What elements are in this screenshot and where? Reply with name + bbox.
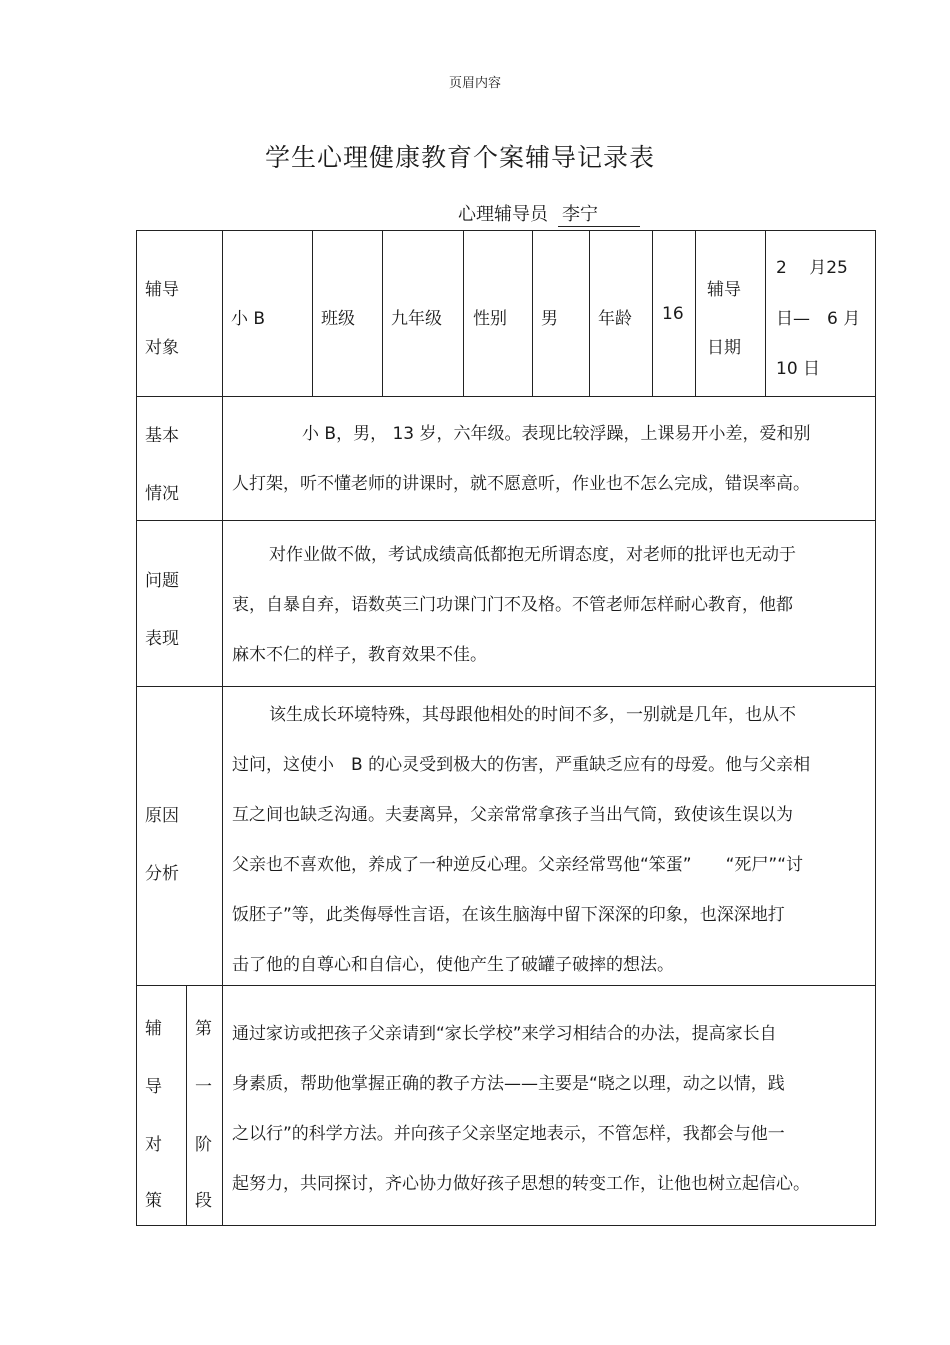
counselor-name: 李宁	[558, 200, 640, 227]
gender-value-cell	[533, 231, 590, 397]
target-label-1: 辅导	[145, 280, 179, 300]
stage-label-4: 段	[195, 1191, 212, 1211]
page-title: 学生心理健康教育个案辅导记录表	[264, 143, 655, 172]
cause-line-5: 饭胚子”等，此类侮辱性言语，在该生脑海中留下深深的印象，也深深地打	[232, 905, 785, 925]
basic-content-cell	[223, 397, 876, 521]
strategy-line-4: 起努力，共同探讨，齐心协力做好孩子思想的转变工作，让他也树立起信心。	[232, 1174, 810, 1194]
counselor-line	[458, 200, 640, 227]
strategy-label-3: 对	[145, 1135, 162, 1155]
age-label: 年龄	[598, 309, 632, 329]
target-label-cell	[137, 231, 223, 397]
stage-label-1: 第	[195, 1019, 212, 1039]
strategy-label-cell	[137, 986, 187, 1225]
age-value-cell	[653, 231, 696, 397]
strategy-label-2: 导	[145, 1077, 162, 1097]
age-value: 16	[662, 304, 684, 324]
problem-label-2: 表现	[145, 629, 179, 649]
gender-value: 男	[541, 309, 558, 329]
basic-line-2: 人打架，听不懂老师的讲课时，就不愿意听，作业也不怎么完成，错误率高。	[232, 474, 810, 494]
cause-line-6: 击了他的自尊心和自信心，使他产生了破罐子破摔的想法。	[232, 955, 674, 975]
cause-line-3: 互之间也缺乏沟通。夫妻离异，父亲常常拿孩子当出气筒，致使该生误以为	[232, 805, 793, 825]
date-label-1: 辅导	[707, 280, 741, 300]
date-label-2: 日期	[707, 338, 741, 358]
target-label-2: 对象	[145, 338, 179, 358]
problem-line-2: 衷，自暴自弃，语数英三门功课门门不及格。不管老师怎样耐心教育，他都	[232, 595, 793, 615]
age-label-cell	[590, 231, 653, 397]
class-value: 九年级	[391, 309, 442, 329]
stage-label-2: 一	[195, 1077, 212, 1097]
strategy-line-1: 通过家访或把孩子父亲请到“家长学校”来学习相结合的办法，提高家长自	[232, 1024, 777, 1044]
student-name: 小 B	[231, 309, 266, 329]
basic-line-1: 小 B，男， 13 岁，六年级。表现比较浮躁，上课易开小差，爱和别	[302, 424, 811, 444]
cause-label-cell	[137, 687, 223, 986]
strategy-label-4: 策	[145, 1191, 162, 1211]
basic-label-2: 情况	[145, 484, 179, 504]
date-value-2: 日— 6 月	[776, 309, 861, 329]
student-name-cell	[223, 231, 313, 397]
record-table	[136, 230, 876, 1226]
strategy-line-2: 身素质，帮助他掌握正确的教子方法——主要是“晓之以理，动之以情，践	[232, 1074, 785, 1094]
cause-line-1: 该生成长环境特殊，其母跟他相处的时间不多，一别就是几年，也从不	[269, 705, 796, 725]
date-value-cell	[766, 231, 876, 397]
strategy-line-3: 之以行”的科学方法。并向孩子父亲坚定地表示，不管怎样，我都会与他一	[232, 1124, 785, 1144]
gender-label-cell	[464, 231, 533, 397]
problem-label-cell	[137, 521, 223, 687]
problem-line-3: 麻木不仁的样子，教育效果不佳。	[232, 645, 487, 665]
cause-line-2: 过问，这使小 B 的心灵受到极大的伤害，严重缺乏应有的母爱。他与父亲相	[232, 755, 811, 775]
date-label-cell	[696, 231, 766, 397]
class-value-cell	[383, 231, 464, 397]
stage-label-3: 阶	[195, 1135, 212, 1155]
counselor-label: 心理辅导员	[458, 204, 548, 225]
cause-label-1: 原因	[145, 806, 179, 826]
cause-content-cell	[223, 687, 876, 986]
date-value-3: 10 日	[776, 359, 821, 379]
problem-line-1: 对作业做不做，考试成绩高低都抱无所谓态度，对老师的批评也无动于	[269, 545, 796, 565]
basic-label-cell	[137, 397, 223, 521]
class-label: 班级	[321, 309, 355, 329]
cause-label-2: 分析	[145, 864, 179, 884]
strategy-content-cell	[223, 986, 876, 1225]
gender-label: 性别	[473, 309, 507, 329]
cause-line-4: 父亲也不喜欢他，养成了一种逆反心理。父亲经常骂他“笨蛋” “死尸”“讨	[232, 855, 804, 875]
page-header: 页眉内容	[448, 76, 501, 91]
class-label-cell	[313, 231, 383, 397]
problem-label-1: 问题	[145, 571, 179, 591]
strategy-label-1: 辅	[145, 1019, 162, 1039]
basic-label-1: 基本	[145, 426, 179, 446]
problem-content-cell	[223, 521, 876, 687]
stage-label-cell	[187, 986, 223, 1225]
date-value-1: 2 月25	[776, 258, 848, 278]
